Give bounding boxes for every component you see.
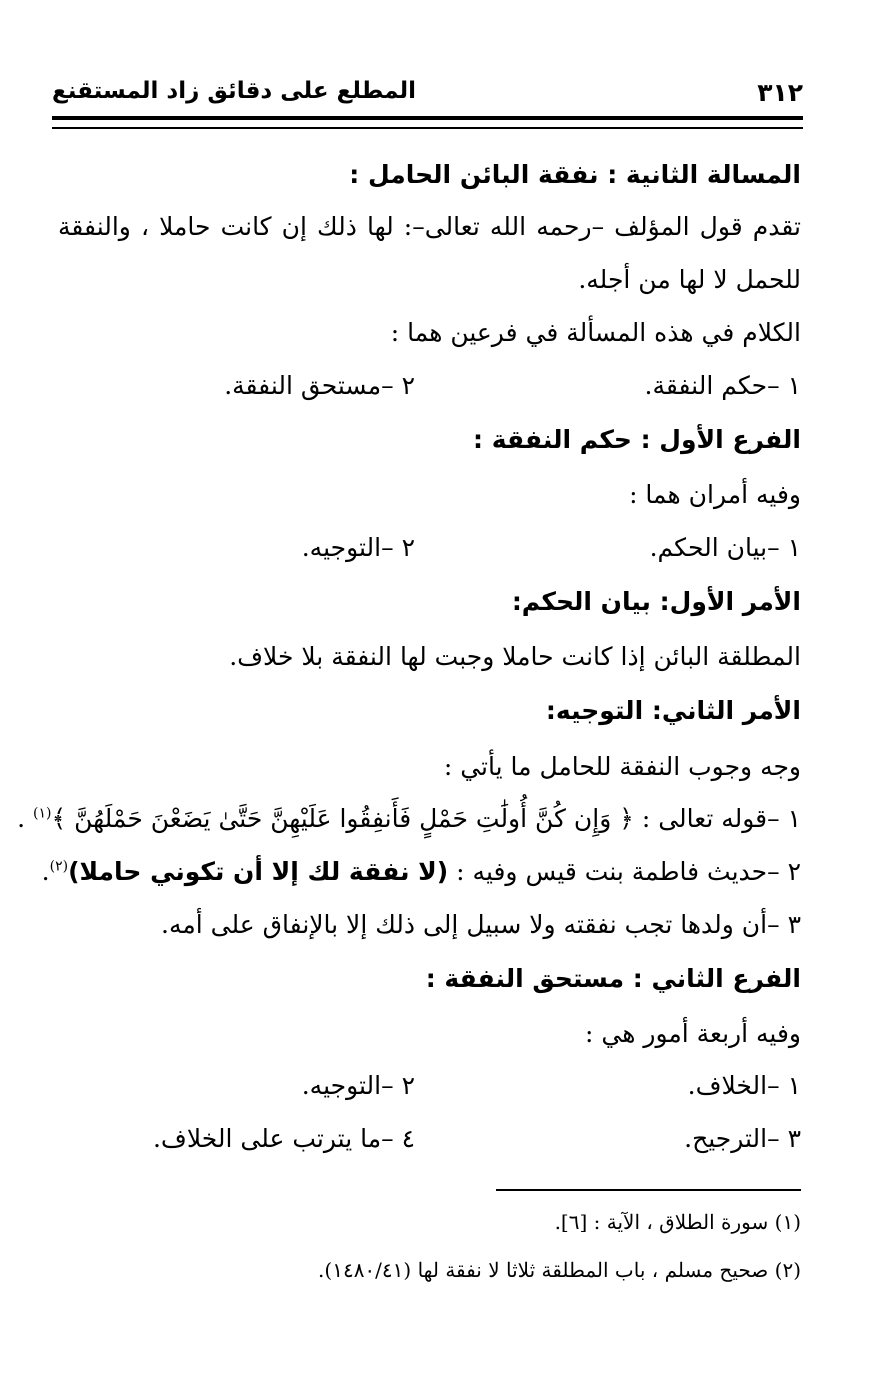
hadith-quote: (لا نفقة لك إلا أن تكوني حاملا) [68, 857, 449, 886]
header-rule [52, 116, 803, 129]
list-item-hadith: ٢ –حديث فاطمة بنت قيس وفيه : (لا نفقة لك إلا أن تكوني حاملا)$^{(٢)}$. [41, 857, 801, 886]
subsection-heading: الفرع الأول : حكم النفقة : [473, 425, 801, 454]
running-title: المطلع على دقائق زاد المستقنع [52, 78, 417, 104]
list-item: ٣ –الترجيح. [684, 1124, 801, 1153]
footnote-ref[interactable]: (١) [33, 805, 52, 822]
footnote-divider [496, 1189, 801, 1191]
paragraph: وفيه أربعة أمور هي : [585, 1019, 801, 1048]
list-item: ٣ –أن ولدها تجب نفقته ولا سبيل إلى ذلك إلا بالإنفاق على أمه. [161, 910, 801, 939]
list-item: ٤ –ما يترتب على الخلاف. [152, 1124, 415, 1153]
list-item: ٢ –مستحق النفقة. [224, 371, 415, 400]
paragraph: الكلام في هذه المسألة في فرعين هما : [390, 318, 801, 347]
page-number: ٣١٢ [757, 78, 803, 107]
page-header [52, 78, 803, 114]
list-item: ٢ –التوجيه. [301, 1071, 415, 1100]
list-item: ١ –الخلاف. [687, 1071, 801, 1100]
subsection-heading: الأمر الأول: بيان الحكم: [511, 587, 801, 616]
list-item: ١ –حكم النفقة. [644, 371, 801, 400]
footnote-ref[interactable]: (٢) [49, 858, 69, 875]
list-item-quran-verse: ١ –قوله تعالى : ﴿ وَإِن كُنَّ أُولَٰتِ حَمْلٍ فَأَنفِقُوا عَلَيْهِنَّ حَتَّىٰ يَضَعْنَ حَمْلَهُنَّ ﴾$^{(١)}$ . [17, 804, 801, 833]
list-item: ١ –بيان الحكم. [649, 533, 801, 562]
footnote: (١) سورة الطلاق ، الآية : [٦]. [554, 1210, 801, 1234]
paragraph-line: للحمل لا لها من أجله. [578, 265, 801, 294]
paragraph: وجه وجوب النفقة للحامل ما يأتي : [443, 752, 801, 781]
paragraph: المطلقة البائن إذا كانت حاملا وجبت لها النفقة بلا خلاف. [229, 642, 801, 671]
footnote: (٢) صحيح مسلم ، باب المطلقة ثلاثا لا نفقة لها (١٤٨٠/٤١). [318, 1258, 801, 1282]
section-heading-issue-two: المسالة الثانية : نفقة البائن الحامل : [349, 160, 801, 189]
subsection-heading: الأمر الثاني: التوجيه: [545, 696, 801, 725]
list-item: ٢ –التوجيه. [301, 533, 415, 562]
paragraph-line: تقدم قول المؤلف –رحمه الله تعالى–: لها ذلك إن كانت حاملا ، والنفقة [58, 212, 801, 241]
paragraph: وفيه أمران هما : [629, 480, 801, 509]
subsection-heading: الفرع الثاني : مستحق النفقة : [425, 964, 801, 993]
